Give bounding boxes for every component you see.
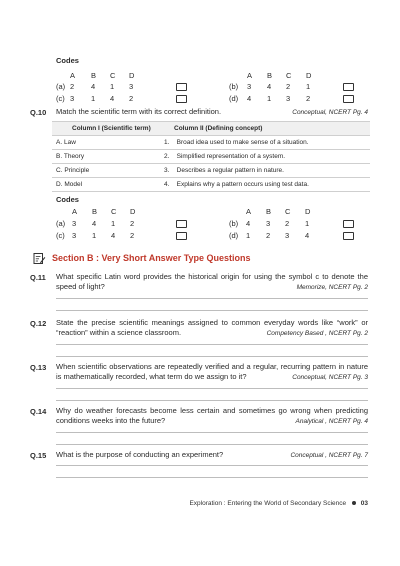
code-col-d: D	[305, 207, 311, 216]
match-table-header	[52, 122, 370, 136]
option-value: 2	[285, 219, 290, 228]
option-value: 2	[70, 82, 75, 91]
answer-line[interactable]	[56, 400, 368, 401]
question-text: Why do weather forecasts become less certain and sometimes go wrong when predicting conditions weeks into the future?	[56, 406, 368, 425]
code-col-d: D	[306, 71, 312, 80]
option-value: 4	[305, 231, 310, 240]
q9-codes-label: Codes	[56, 56, 79, 65]
question-number: Q.14	[30, 407, 47, 416]
question-number: Q.12	[30, 319, 47, 328]
option-label: (d)	[229, 231, 239, 240]
q10-option-c-checkbox[interactable]	[176, 232, 187, 240]
option-label: (c)	[56, 94, 65, 103]
option-value: 4	[247, 94, 252, 103]
option-label: (a)	[56, 82, 66, 91]
option-value: 3	[286, 94, 291, 103]
question-tag: Analytical , NCERT Pg. 4	[295, 418, 368, 425]
option-value: 2	[130, 231, 135, 240]
option-value: 2	[306, 94, 311, 103]
answer-line[interactable]	[56, 444, 368, 445]
option-value: 2	[130, 219, 135, 228]
option-label: (d)	[229, 94, 239, 103]
row-number: 4.	[164, 181, 170, 188]
row-number: 3.	[164, 167, 170, 174]
code-col-a: A	[70, 71, 76, 80]
code-col-b: B	[266, 207, 272, 216]
option-value: 3	[129, 82, 134, 91]
code-col-c: C	[111, 207, 117, 216]
option-value: 3	[70, 94, 75, 103]
q9-option-a-checkbox[interactable]	[176, 83, 187, 91]
option-value: 1	[111, 219, 116, 228]
answer-line[interactable]	[56, 310, 368, 311]
option-value: 1	[305, 219, 310, 228]
q10-option-d-checkbox[interactable]	[343, 232, 354, 240]
code-col-a: A	[72, 207, 78, 216]
question-text: What is the purpose of conducting an experiment?	[56, 450, 224, 459]
answer-line[interactable]	[56, 432, 368, 433]
code-col-c: C	[110, 71, 116, 80]
code-col-d: D	[130, 207, 136, 216]
option-value: 1	[92, 231, 97, 240]
option-value: 3	[285, 231, 290, 240]
question-number: Q.11	[30, 273, 46, 282]
option-value: 4	[111, 231, 116, 240]
question-text: What specific Latin word provides the historical origin for using the symbol c to denote the speed of light?	[56, 272, 368, 291]
match-table	[52, 121, 370, 192]
q9-option-b-checkbox[interactable]	[343, 83, 354, 91]
q10-option-b-checkbox[interactable]	[343, 220, 354, 228]
option-value: 4	[246, 219, 251, 228]
row-number: 2.	[164, 153, 170, 160]
option-value: 2	[129, 94, 134, 103]
option-value: 1	[246, 231, 251, 240]
code-col-c: C	[285, 207, 291, 216]
answer-line[interactable]	[56, 477, 368, 478]
option-value: 1	[306, 82, 311, 91]
row-term: Theory	[63, 153, 85, 160]
question-tag: Conceptual , NCERT Pg. 7	[290, 452, 368, 459]
question-number: Q.15	[30, 451, 47, 460]
answer-line[interactable]	[56, 356, 368, 357]
code-col-b: B	[267, 71, 273, 80]
column-2-header: Column II (Defining concept)	[160, 122, 370, 136]
answer-line[interactable]	[56, 344, 368, 345]
match-table-row	[52, 136, 370, 150]
code-col-a: A	[246, 207, 252, 216]
answer-line[interactable]	[56, 388, 368, 389]
question-number: Q.10	[30, 108, 47, 117]
option-value: 3	[72, 219, 77, 228]
bullet-icon	[352, 501, 356, 505]
row-definition: Explains why a pattern occurs using test data.	[176, 181, 309, 188]
option-value: 2	[266, 231, 271, 240]
row-term: Law	[63, 139, 76, 146]
row-definition: Describes a regular pattern in nature.	[176, 167, 284, 174]
row-letter: C.	[56, 167, 63, 174]
code-col-c: C	[286, 71, 292, 80]
page-number: 03	[360, 500, 368, 507]
option-value: 3	[247, 82, 252, 91]
question-number: Q.13	[30, 363, 47, 372]
match-table-row	[52, 164, 370, 178]
row-letter: B.	[56, 153, 63, 160]
option-label: (a)	[56, 219, 66, 228]
row-letter: D.	[56, 181, 63, 188]
question-tag: Competency Based , NCERT Pg. 2	[266, 330, 368, 337]
code-col-a: A	[247, 71, 253, 80]
option-label: (b)	[229, 219, 239, 228]
question-text: State the precise scientific meanings assigned to common everyday words like “work” or “reaction” within a science classroom.	[56, 318, 368, 337]
option-value: 1	[110, 82, 115, 91]
footer-title: Exploration : Entering the World of Secondary Science	[189, 500, 347, 507]
column-1-header: Column I (Scientific term)	[52, 122, 160, 136]
option-value: 3	[72, 231, 77, 240]
section-title: Section B : Very Short Answer Type Questions	[52, 253, 251, 263]
question-tag: Conceptual, NCERT Pg. 4	[292, 109, 368, 116]
option-label: (b)	[229, 82, 239, 91]
option-value: 1	[91, 94, 96, 103]
option-value: 4	[110, 94, 115, 103]
option-value: 4	[92, 219, 97, 228]
code-col-b: B	[91, 71, 97, 80]
row-term: Principle	[64, 167, 90, 174]
question-tag: Conceptual, NCERT Pg. 3	[292, 374, 368, 381]
notepad-pencil-icon	[33, 252, 46, 265]
row-definition: Broad idea used to make sense of a situation.	[176, 139, 309, 146]
q9-option-c-checkbox[interactable]	[176, 95, 187, 103]
q10-option-a-checkbox[interactable]	[176, 220, 187, 228]
answer-line[interactable]	[56, 465, 368, 466]
code-col-d: D	[129, 71, 135, 80]
q10-codes-label: Codes	[56, 195, 79, 204]
answer-line[interactable]	[56, 298, 368, 299]
option-label: (c)	[56, 231, 65, 240]
row-number: 1.	[164, 139, 170, 146]
row-term: Model	[64, 181, 83, 188]
row-letter: A.	[56, 139, 63, 146]
option-value: 1	[267, 94, 272, 103]
page-footer	[189, 500, 368, 507]
match-table-row	[52, 178, 370, 192]
option-value: 4	[91, 82, 96, 91]
option-value: 3	[266, 219, 271, 228]
q9-option-d-checkbox[interactable]	[343, 95, 354, 103]
question-tag: Memorize, NCERT Pg. 2	[296, 284, 368, 291]
row-definition: Simplified representation of a system.	[176, 153, 286, 160]
option-value: 4	[267, 82, 272, 91]
question-text: When scientific observations are repeatedly verified and a regular, recurring pattern in nature is mathematically recorded, what term do we assign to it?	[56, 362, 368, 381]
question-text: Match the scientific term with its correct definition.	[56, 107, 222, 116]
option-value: 2	[286, 82, 291, 91]
match-table-row	[52, 150, 370, 164]
code-col-b: B	[92, 207, 98, 216]
